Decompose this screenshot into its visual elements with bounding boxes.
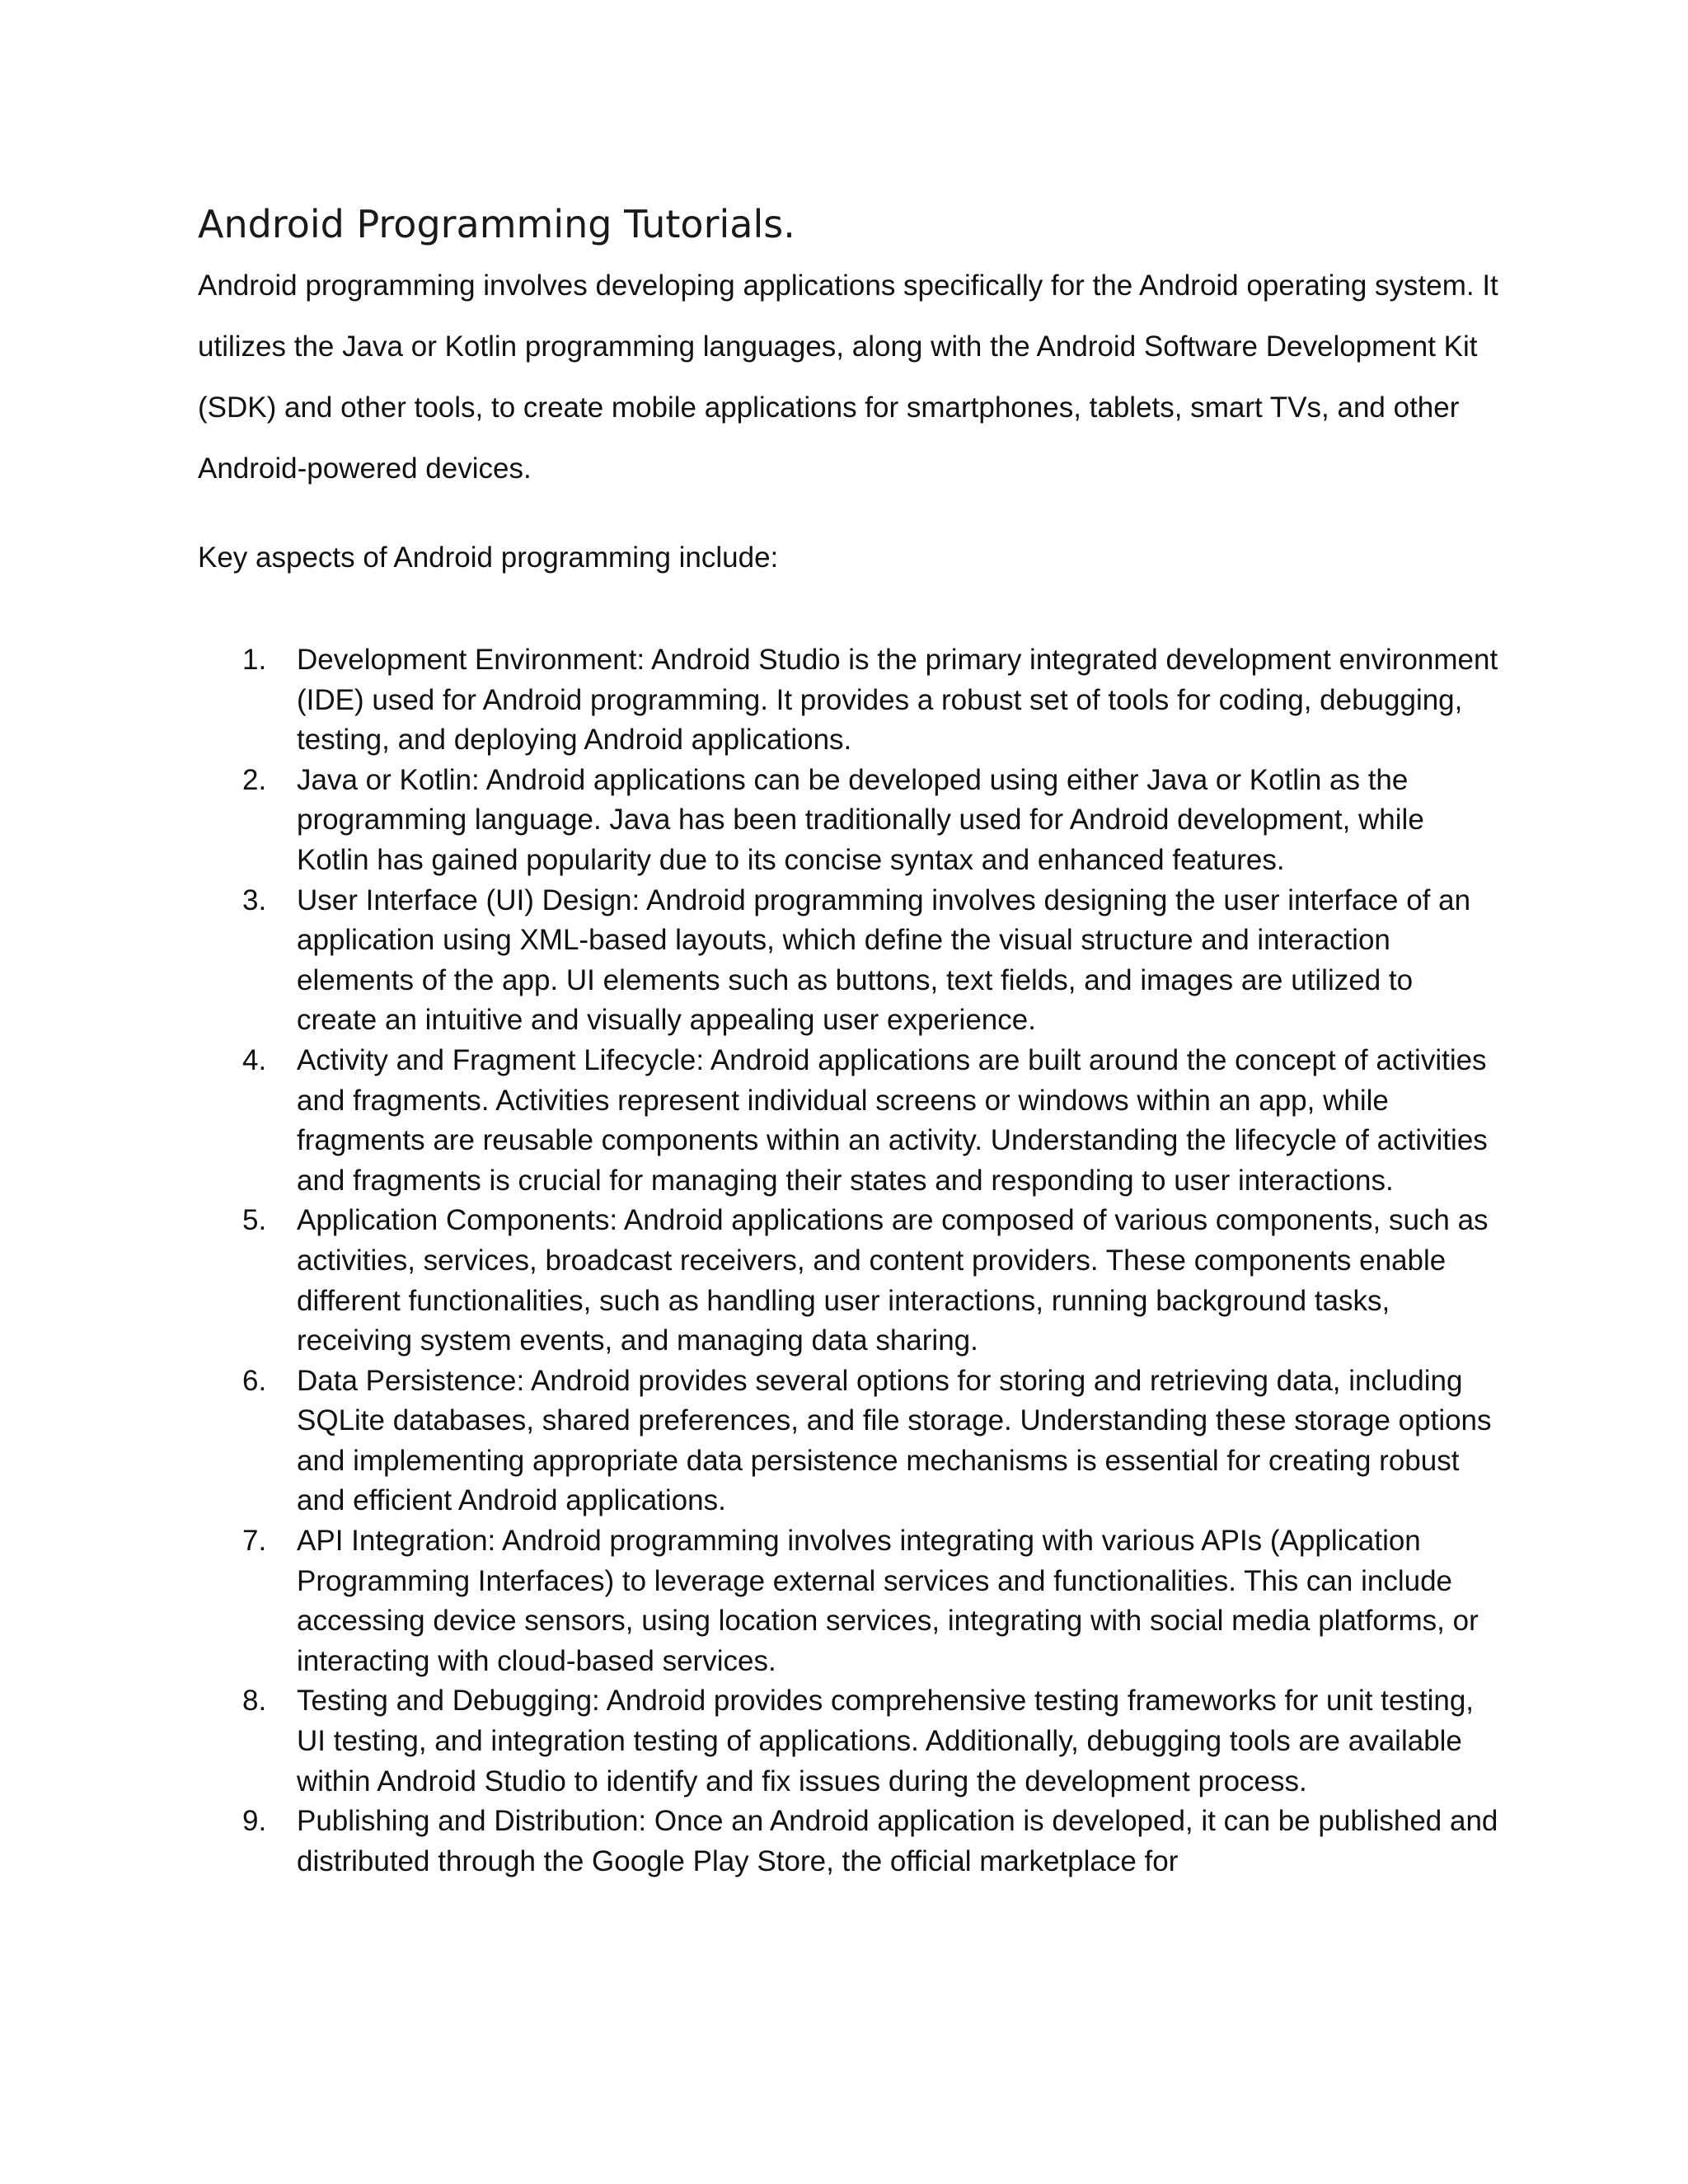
aspect-text: User Interface (UI) Design: Android programming involves designing the user interface of an application using XML-based layouts, which define the visual structure and interaction elements of the app. UI elements such as buttons, text fields, and images are utilized to create an intuitive and visually appealing user experience. bbox=[297, 883, 1471, 1037]
aspect-item-5 bbox=[198, 1201, 1500, 1361]
aspect-item-3 bbox=[198, 881, 1500, 1041]
aspect-number: 8. bbox=[242, 1685, 267, 1718]
aspect-number: 4. bbox=[242, 1043, 267, 1076]
aspect-text: API Integration: Android programming involves integrating with various APIs (Application Programming Interfaces) to leverage external services and functionalities. This can include accessing device sensors, using location services, integrating with social media platforms, or interacting with cloud-based services. bbox=[297, 1525, 1479, 1677]
aspect-number: 9. bbox=[242, 1805, 267, 1838]
aspect-number: 1. bbox=[242, 644, 267, 676]
aspect-text: Activity and Fragment Lifecycle: Android applications are built around the concept of activities and fragments. Activities represent individual screens or windows within an app, while fragments are reusable components within an activity. Understanding the lifecycle of activities and fragments is crucial for managing their states and responding to user interactions. bbox=[297, 1043, 1488, 1197]
aspect-item-6 bbox=[198, 1361, 1500, 1521]
aspect-text: Data Persistence: Android provides several options for storing and retrieving data, including SQLite databases, shared preferences, and file storage. Understanding these storage options and implementing appropriate data persistence mechanisms is essential for creating robust and efficient Android applications. bbox=[297, 1364, 1492, 1517]
aspect-text: Publishing and Distribution: Once an Android application is developed, it can be published and distributed through the Google Play Store, the official marketplace for bbox=[297, 1805, 1498, 1877]
aspect-number: 7. bbox=[242, 1525, 267, 1558]
aspect-text: Java or Kotlin: Android applications can be developed using either Java or Kotlin as the programming language. Java has been traditionally used for Android development, while Kotlin has gained popularity due to its concise syntax and enhanced features. bbox=[297, 763, 1424, 876]
aspect-number: 6. bbox=[242, 1364, 267, 1397]
aspects-list bbox=[198, 640, 1500, 1882]
aspect-text: Testing and Debugging: Android provides comprehensive testing frameworks for unit testing, UI testing, and integration testing of applications. Additionally, debugging tools are available within Android Studio to identify and fix issues during the development process. bbox=[297, 1685, 1475, 1797]
aspect-item-9 bbox=[198, 1802, 1500, 1882]
aspect-number: 2. bbox=[242, 763, 267, 796]
key-aspects-heading: Key aspects of Android programming include: bbox=[198, 541, 779, 574]
intro-paragraph: Android programming involves developing applications specifically for the Android operating system. It utilizes the Java or Kotlin programming languages, along with the Android Software Development Kit (SDK) and other tools, to create mobile applications for smartphones, tablets, smart TVs, and other Android-powered devices. bbox=[198, 269, 1498, 485]
aspect-number: 3. bbox=[242, 883, 267, 916]
aspect-text: Development Environment: Android Studio is the primary integrated development environment (IDE) used for Android programming. It provides a robust set of tools for coding, debugging, testing, and deploying Android applications. bbox=[297, 644, 1498, 757]
aspect-item-2 bbox=[198, 761, 1500, 881]
document-title: Android Programming Tutorials. bbox=[198, 202, 795, 246]
document-page bbox=[198, 194, 1500, 1882]
aspect-item-4 bbox=[198, 1041, 1500, 1201]
aspect-item-1 bbox=[198, 640, 1500, 761]
aspect-text: Application Components: Android applications are composed of various components, such as activities, services, broadcast receivers, and content providers. These components enable different functionalities, such as handling user interactions, running background tasks, receiving system events, and managing data sharing. bbox=[297, 1204, 1489, 1357]
aspect-item-7 bbox=[198, 1521, 1500, 1681]
aspect-number: 5. bbox=[242, 1204, 267, 1237]
aspect-item-8 bbox=[198, 1681, 1500, 1802]
